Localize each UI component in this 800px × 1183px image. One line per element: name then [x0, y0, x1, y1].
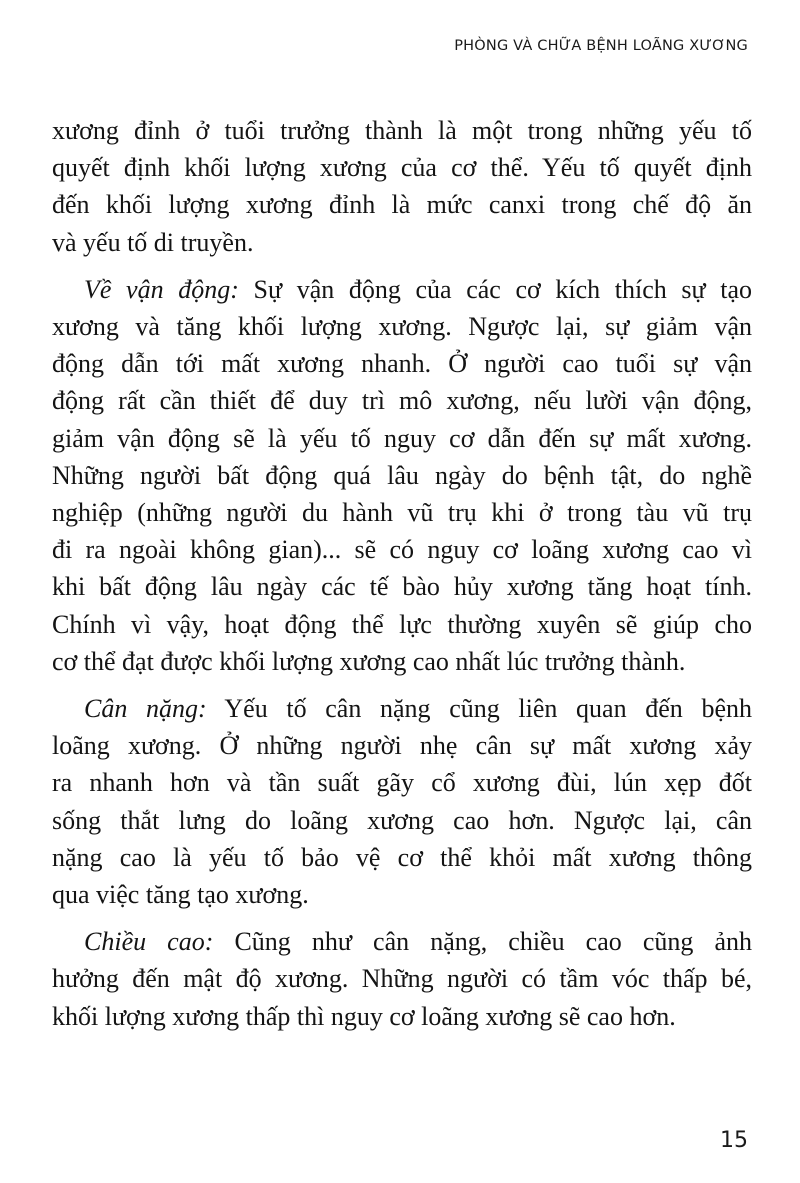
- text-line: sống thắt lưng do loãng xương cao hơn. Ngược lại, cân: [52, 805, 752, 835]
- text-line: động dẫn tới mất xương nhanh. Ở người cao tuổi sự vận: [52, 349, 752, 379]
- text-line: đi ra ngoài không gian)... sẽ có nguy cơ loãng xương cao vì: [52, 535, 752, 565]
- text-line: Cân nặng: Yếu tố cân nặng cũng liên quan đến bệnh: [84, 694, 753, 724]
- running-header: PHÒNG VÀ CHỮA BỆNH LOÃNG XƯƠNG: [454, 38, 748, 54]
- text-line: nghiệp (những người du hành vũ trụ khi ở trong tàu vũ trụ: [52, 498, 752, 528]
- text-line: quyết định khối lượng xương của cơ thể. Yếu tố quyết định: [52, 153, 752, 183]
- text-line: cơ thể đạt được khối lượng xương cao nhất lúc trưởng thành.: [52, 646, 686, 676]
- text-line: khi bất động lâu ngày các tế bào hủy xương tăng hoạt tính.: [52, 572, 752, 602]
- paragraph-lead: Chiều cao:: [84, 927, 214, 957]
- text-line: Về vận động: Sự vận động của các cơ kích thích sự tạo: [84, 274, 752, 304]
- page-number: 15: [720, 1128, 748, 1153]
- text-line: xương đỉnh ở tuổi trưởng thành là một trong những yếu tố: [52, 116, 752, 145]
- text-line: ra nhanh hơn và tần suất gãy cổ xương đùi, lún xẹp đốt: [52, 768, 752, 798]
- text-line: khối lượng xương thấp thì nguy cơ loãng xương sẽ cao hơn.: [52, 1001, 676, 1031]
- text-line: Những người bất động quá lâu ngày do bệnh tật, do nghề: [52, 460, 752, 490]
- text-line: giảm vận động sẽ là yếu tố nguy cơ dẫn đến sự mất xương.: [52, 423, 752, 453]
- paragraph-exercise: [52, 271, 752, 680]
- text-line: qua việc tăng tạo xương.: [52, 880, 309, 910]
- text-line: Chiều cao: Cũng như cân nặng, chiều cao cũng ảnh: [84, 927, 752, 957]
- body-text: [52, 112, 752, 1045]
- paragraph-lead: Cân nặng:: [84, 694, 207, 724]
- paragraph-weight: [52, 690, 752, 913]
- paragraph-height: [52, 923, 752, 1035]
- text-line: nặng cao là yếu tố bảo vệ cơ thể khỏi mất xương thông: [52, 842, 752, 872]
- text-line: hưởng đến mật độ xương. Những người có tầm vóc thấp bé,: [52, 964, 752, 994]
- text-line: loãng xương. Ở những người nhẹ cân sự mất xương xảy: [52, 731, 752, 761]
- text-line: động rất cần thiết để duy trì mô xương, nếu lười vận động,: [52, 386, 752, 416]
- text-line: xương và tăng khối lượng xương. Ngược lại, sự giảm vận: [52, 312, 752, 342]
- text-line: Chính vì vậy, hoạt động thể lực thường xuyên sẽ giúp cho: [52, 609, 752, 639]
- paragraph-intro: [52, 112, 752, 261]
- paragraph-lead: Về vận động:: [84, 274, 239, 304]
- text-line: đến khối lượng xương đỉnh là mức canxi trong chế độ ăn: [52, 190, 752, 220]
- text-line: và yếu tố di truyền.: [52, 227, 254, 257]
